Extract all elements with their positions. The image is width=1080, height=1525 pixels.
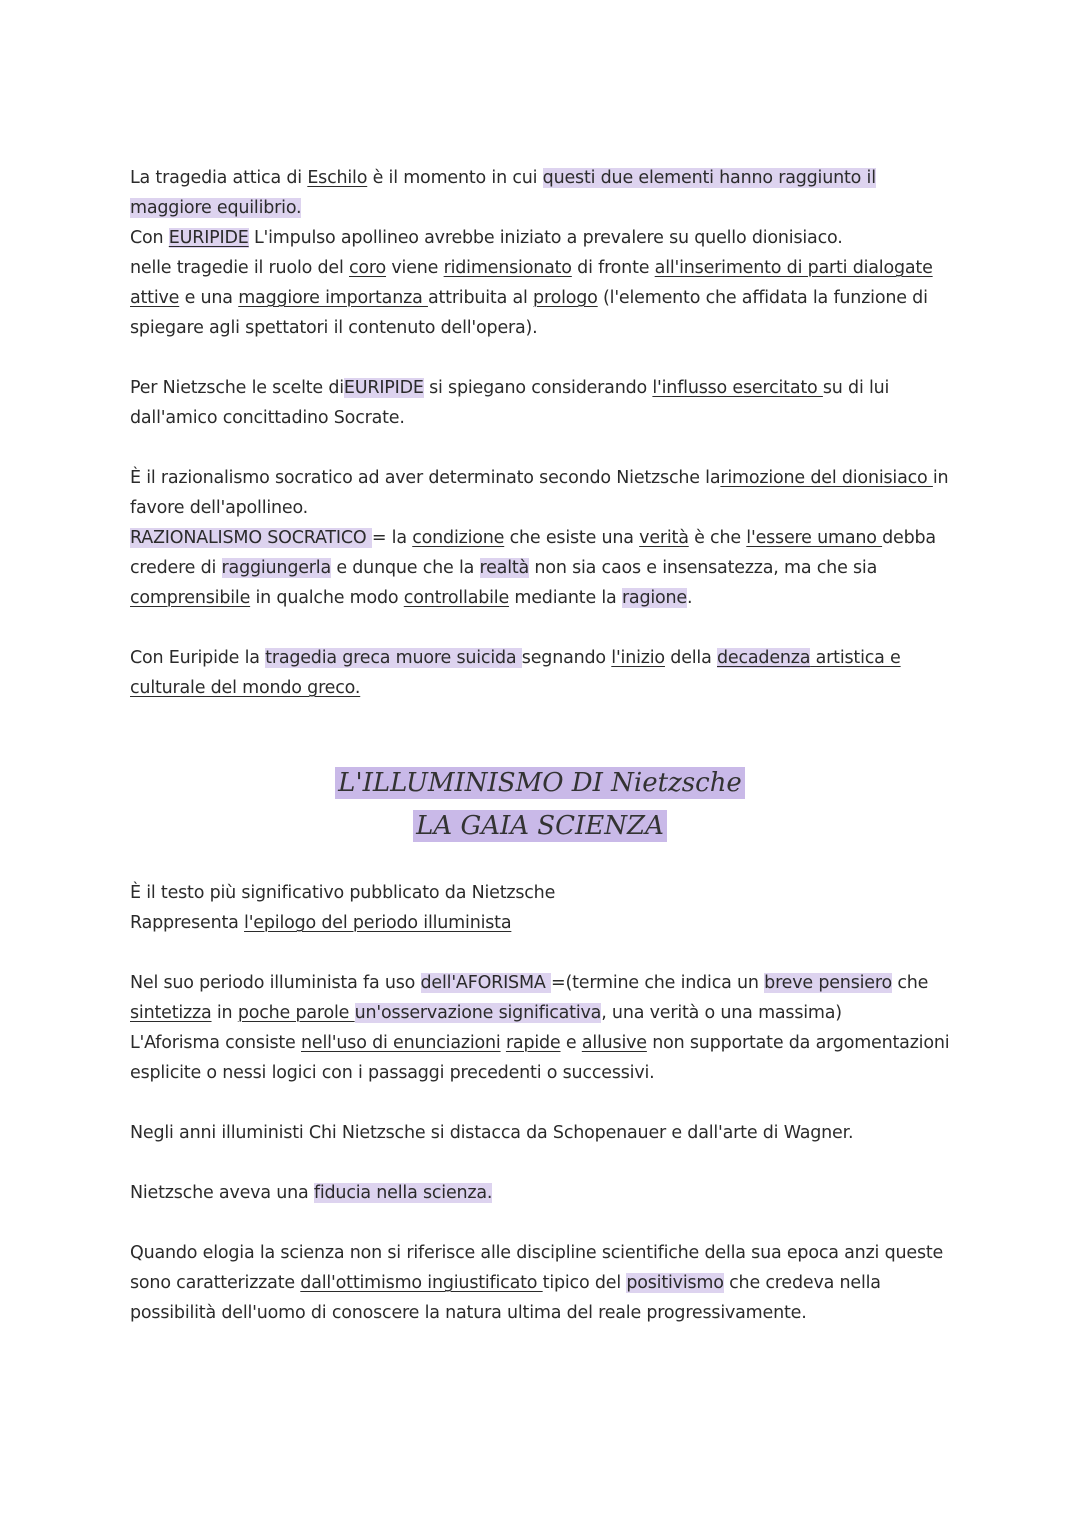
text-run: è il momento in cui — [367, 168, 543, 188]
section-title — [0, 764, 1080, 850]
paragraph-decadenza — [130, 643, 960, 703]
text-run: che credeva nella possibilità dell'uomo di conoscere la natura ultima del reale progressivamente. — [130, 1273, 881, 1323]
text-run: La tragedia attica di — [130, 168, 308, 188]
text-run: Nel suo periodo illuminista fa uso — [130, 973, 421, 993]
text-run: =(termine che indica un — [551, 973, 765, 993]
text-run: L'impulso apollineo avrebbe iniziato a prevalere su quello dionisiaco. — [248, 228, 843, 248]
highlighted-text: ragione — [621, 588, 687, 608]
underlined-text: maggiore importanza — [238, 288, 428, 308]
underlined-text: condizione — [412, 528, 505, 548]
underlined-text: prologo — [533, 288, 598, 308]
text-run: , una verità o una massima) — [601, 1003, 842, 1023]
text-run: nelle tragedie il ruolo del — [130, 258, 349, 278]
highlighted-text: realtà — [479, 558, 530, 578]
text-run: = la — [371, 528, 413, 548]
text-run: L'Aforisma consiste — [130, 1033, 301, 1053]
text-run: che — [891, 973, 929, 993]
text-run: Rappresenta — [130, 913, 245, 933]
underlined-text: rimozione del dionisiaco — [720, 468, 933, 488]
section-title-line1: L'ILLUMINISMO DI Nietzsche — [335, 767, 745, 799]
paragraph-euripide — [130, 163, 960, 343]
text-run: viene — [386, 258, 444, 278]
paragraph-razionalismo-socratico — [130, 463, 960, 613]
highlighted-text: RAZIONALISMO SOCRATICO — [130, 528, 372, 548]
text-run: e dunque che la — [330, 558, 480, 578]
text-run: non sia caos e insensatezza, ma che sia — [529, 558, 878, 578]
underlined-text: controllabile — [403, 588, 510, 608]
underlined-text: coro — [348, 258, 387, 278]
text-run: su di lui dall'amico concittadino Socrate. — [130, 378, 890, 428]
highlighted-text: raggiungerla — [221, 558, 331, 578]
text-run: segnando — [521, 648, 612, 668]
underlined-text: Eschilo — [307, 168, 368, 188]
underlined-text: l'essere umano — [746, 528, 883, 548]
underlined-text: artistica e culturale del mondo greco. — [130, 648, 901, 698]
text-run: Per Nietzsche le scelte di — [130, 378, 344, 398]
underlined-text: l'epilogo del periodo illuminista — [244, 913, 512, 933]
highlighted-text: EURIPIDE — [343, 378, 424, 398]
underlined-text: l'inizio — [611, 648, 665, 668]
underlined-text: ridimensionato — [443, 258, 572, 278]
text-run: Con Euripide la — [130, 648, 266, 668]
text-run: attribuita al — [427, 288, 534, 308]
paragraph-positivismo — [130, 1238, 960, 1328]
text-run: non supportate da argomentazioni esplicite o nessi logici con i passaggi precedenti o successivi. — [130, 1033, 950, 1083]
underlined-text: sintetizza — [130, 1003, 212, 1023]
highlighted-text: un'osservazione significativa — [354, 1003, 602, 1023]
paragraph-socrate-influence — [130, 373, 960, 433]
text-run: È il testo più significativo pubblicato da Nietzsche — [130, 883, 556, 903]
text-run: È il razionalismo socratico ad aver determinato secondo Nietzsche la — [130, 468, 721, 488]
text-run: e una — [179, 288, 239, 308]
text-run: debba credere di — [130, 528, 936, 578]
underlined-text: comprensibile — [130, 588, 251, 608]
highlighted-text: fiducia nella scienza. — [313, 1183, 493, 1203]
highlighted-text: EURIPIDE — [168, 228, 249, 248]
text-run: (l'elemento che affidata la funzione di spiegare agli spettatori il contenuto dell'opera). — [130, 288, 928, 338]
underlined-text: dall'ottimismo ingiustificato — [300, 1273, 543, 1293]
text-run: che esiste una — [504, 528, 640, 548]
text-run: e — [560, 1033, 582, 1053]
underlined-text: poche parole — [237, 1003, 355, 1023]
text-run: . — [687, 588, 693, 608]
underlined-text: l'influsso esercitato — [652, 378, 823, 398]
text-run: si spiegano considerando — [423, 378, 653, 398]
highlighted-text: questi due elementi hanno raggiunto il maggiore equilibrio. — [130, 168, 876, 218]
text-run: in favore dell'apollineo. — [130, 468, 949, 518]
text-run: Quando elogia la scienza non si riferisce alle discipline scientifiche della sua epoca anzi queste sono caratterizzate — [130, 1243, 944, 1293]
text-run: Nietzsche aveva una — [130, 1183, 314, 1203]
paragraph-aforisma — [130, 968, 960, 1088]
text-run: tipico del — [542, 1273, 627, 1293]
paragraph-fiducia-scienza — [130, 1178, 960, 1208]
underlined-text: allusive — [581, 1033, 647, 1053]
highlighted-text: tragedia greca muore suicida — [265, 648, 522, 668]
text-run: in — [211, 1003, 238, 1023]
paragraph-schopenauer-wagner — [130, 1118, 960, 1148]
highlighted-text: breve pensiero — [764, 973, 892, 993]
underlined-text: all'inserimento di parti dialogate attive — [130, 258, 933, 308]
text-run: in qualche modo — [250, 588, 404, 608]
highlighted-text: positivismo — [626, 1273, 724, 1293]
highlighted-text: decadenza — [717, 648, 811, 668]
text-run: della — [664, 648, 717, 668]
highlighted-text: dell'AFORISMA — [420, 973, 551, 993]
text-run: Con — [130, 228, 169, 248]
text-run: Negli anni illuministi Chi Nietzsche si distacca da Schopenauer e dall'arte di Wagner. — [130, 1123, 854, 1143]
text-run: è che — [688, 528, 747, 548]
underlined-text: rapide — [505, 1033, 561, 1053]
text-run: mediante la — [509, 588, 622, 608]
text-run: di fronte — [571, 258, 655, 278]
section-title-line2: LA GAIA SCIENZA — [413, 810, 667, 842]
paragraph-gaia-scienza-intro — [130, 878, 960, 938]
underlined-text: verità — [639, 528, 689, 548]
underlined-text: nell'uso di enunciazioni — [301, 1033, 501, 1053]
